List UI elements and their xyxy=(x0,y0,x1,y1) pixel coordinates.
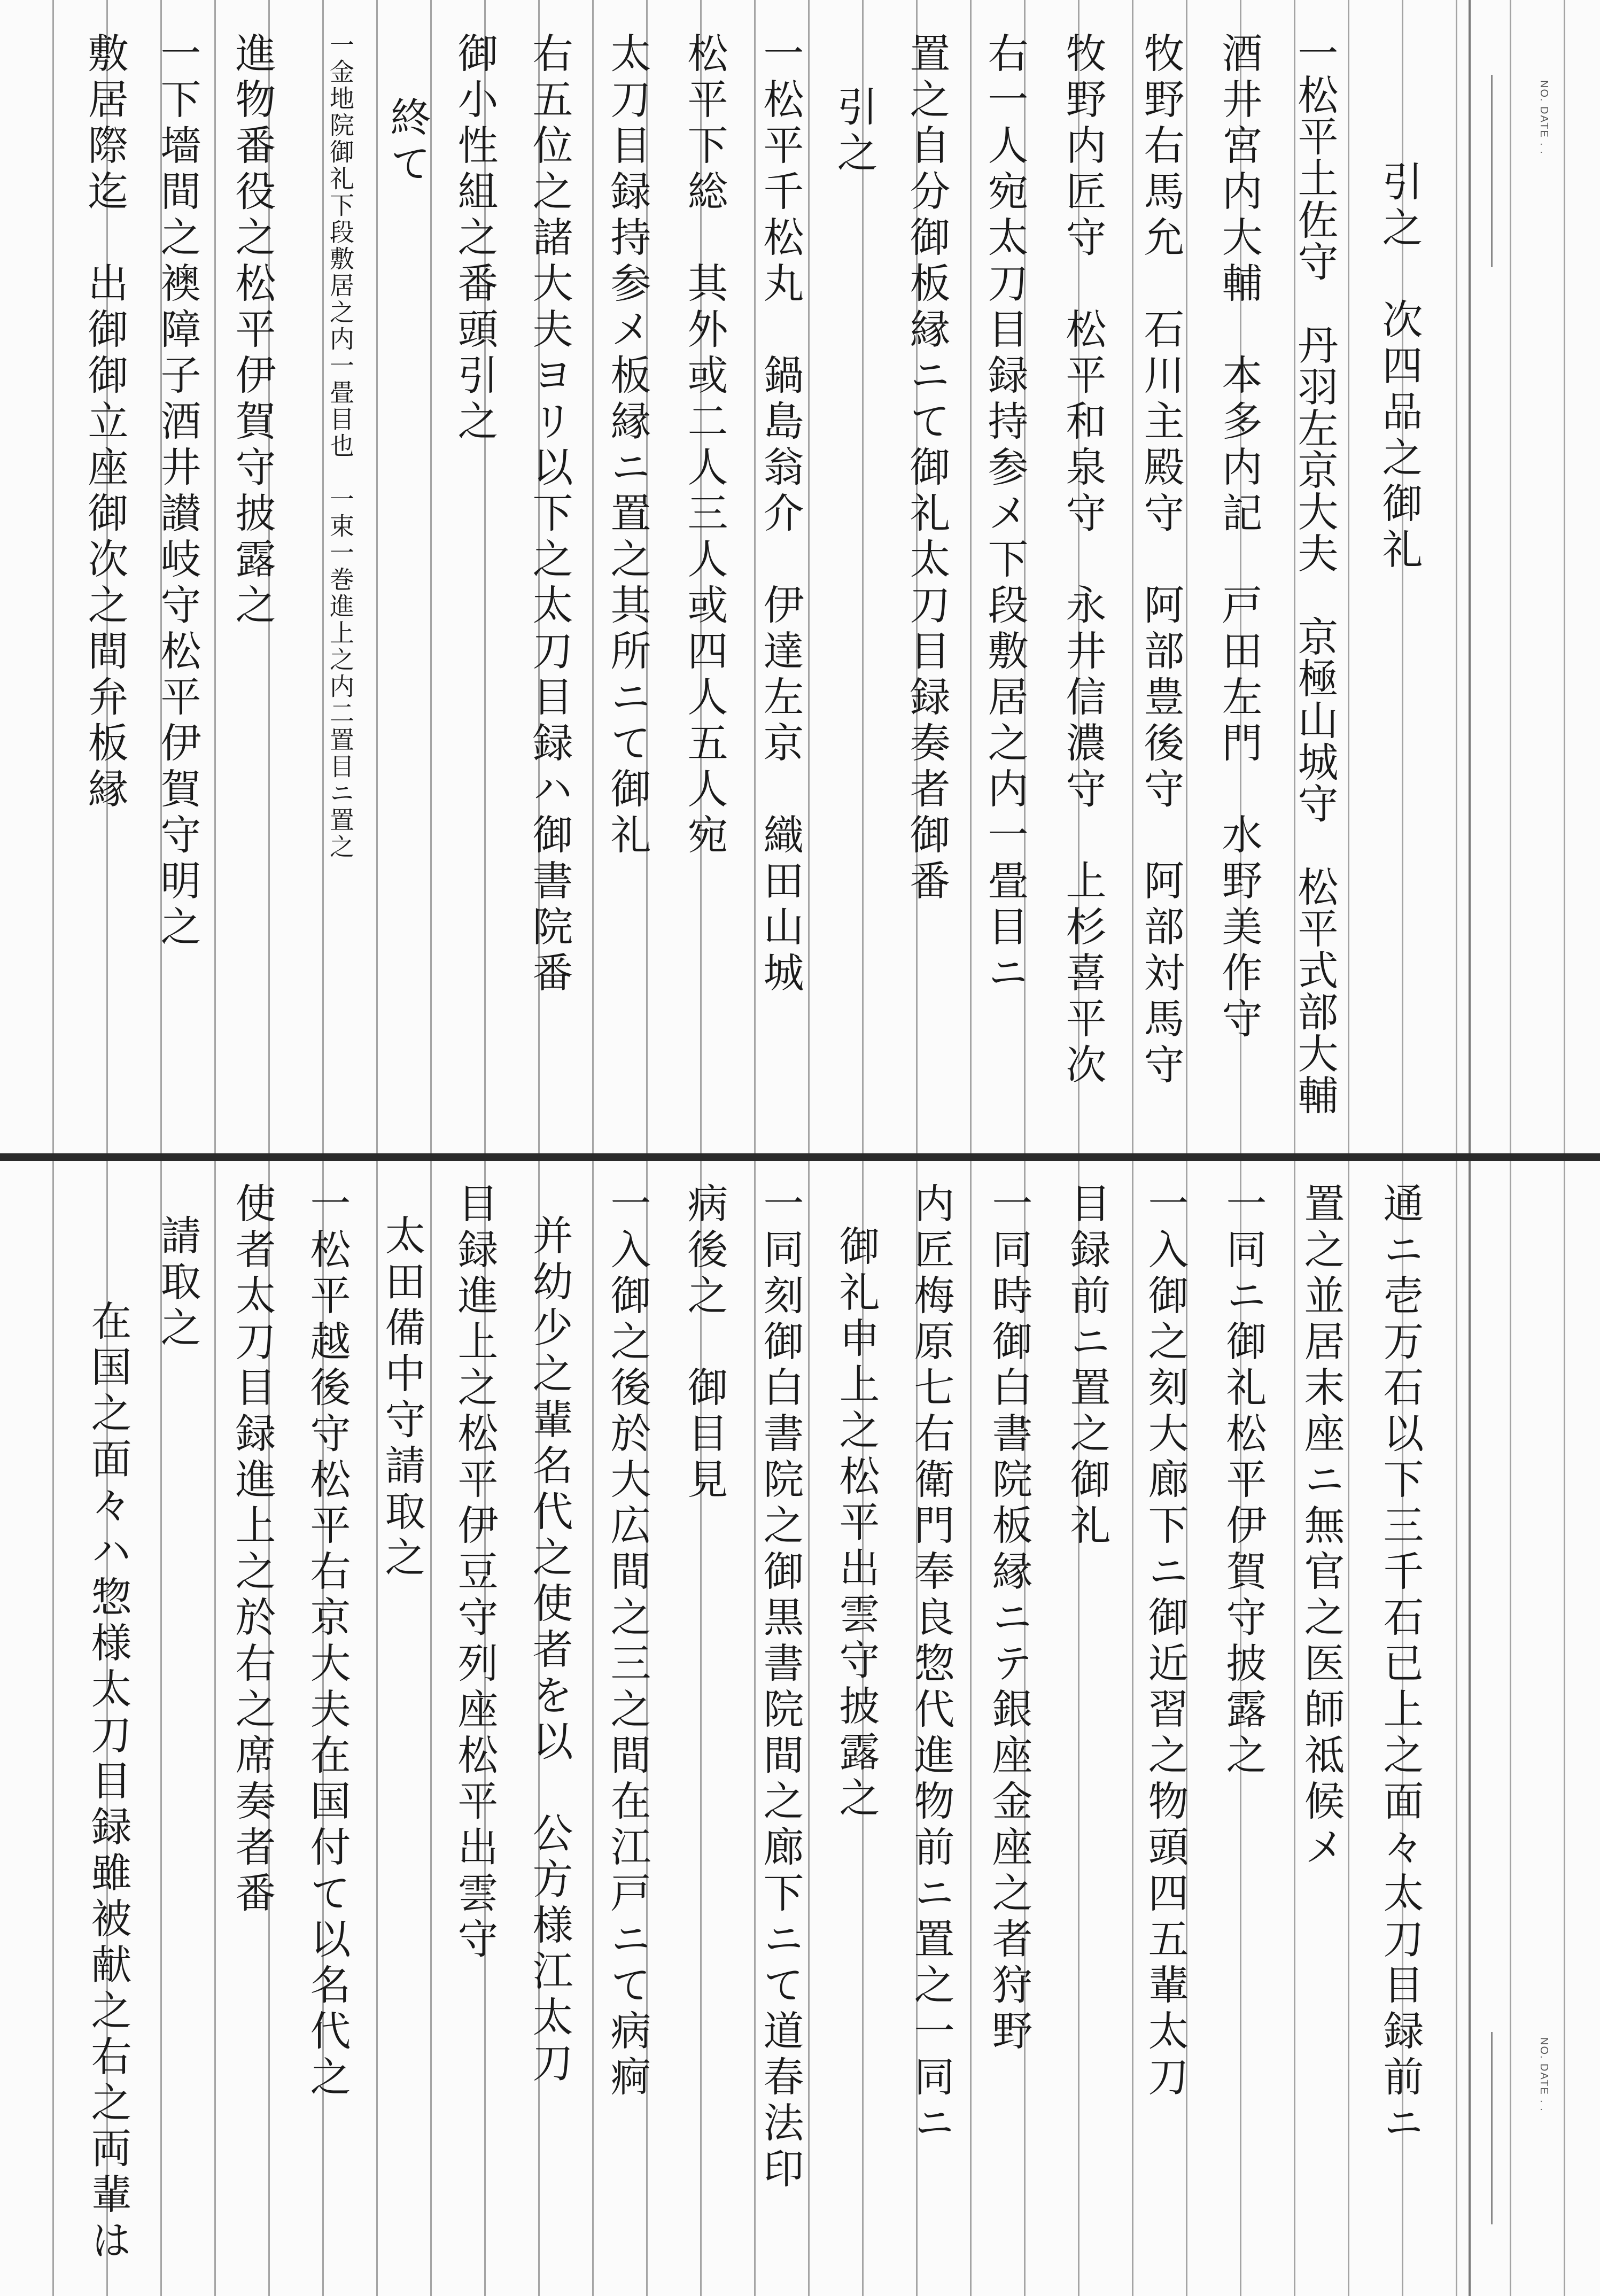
text-column: 牧野右馬允 石川主殿守 阿部豊後守 阿部対馬守 xyxy=(1137,32,1185,1089)
text-column: 一同時御白書院板縁ニテ銀座金座之者狩野 xyxy=(985,1182,1033,2055)
text-column: 御小性組之番頭引之 xyxy=(451,32,499,446)
text-column: 病後之 御目見 xyxy=(681,1182,728,1504)
text-column: 進物番役之松平伊賀守披露之 xyxy=(229,32,276,630)
no-label: NO. xyxy=(1538,80,1550,103)
text-column: 内匠梅原七右衛門奉良惣代進物前ニ置之一同ニ xyxy=(907,1182,955,2147)
text-column: 引之 xyxy=(830,86,878,177)
text-column: 一入御之後於大広間之三之間在江戸ニて病痾 xyxy=(604,1182,651,2101)
text-column: 目録前ニ置之御礼 xyxy=(1063,1182,1111,1550)
text-column: 一松平土佐守 丹羽左京大夫 京極山城守 松平式部大輔 xyxy=(1291,32,1339,1116)
text-column: 太田備中守請取之 xyxy=(378,1214,426,1582)
text-column: 請取之 xyxy=(154,1214,201,1352)
notebook-page-bottom xyxy=(0,1161,1600,2296)
page-header-tab xyxy=(1491,2037,1550,2230)
text-column: 御礼申上之松平出雲守披露之 xyxy=(833,1225,880,1822)
text-column: 太刀目録持参メ板縁ニ置之其所ニて御礼 xyxy=(604,32,651,859)
date-label: DATE xyxy=(1538,2064,1550,2096)
text-column: 一松平千松丸 鍋島翁介 伊達左京 織田山城 xyxy=(757,32,804,997)
tab-rule xyxy=(1491,2032,1493,2224)
text-column: 一同刻御白書院之御黒書院間之廊下ニて道春法印 xyxy=(757,1182,804,2193)
text-column: 置之自分御板縁ニて御礼太刀目録奏者御番 xyxy=(903,32,951,905)
text-column: 敷居際迄 出御御立座御次之間弁板縁 xyxy=(81,32,129,813)
text-column: 并幼少之輩名代之使者を以 公方様江太刀 xyxy=(526,1214,573,2088)
no-label: NO. xyxy=(1538,2037,1550,2060)
text-column: 置之並居末座ニ無官之医師祗候メ xyxy=(1298,1182,1345,1872)
text-column: 松平下総 其外或二人三人或四人五人宛 xyxy=(681,32,728,859)
page-margin-rule xyxy=(1469,0,1471,1154)
text-column: 在国之面々ハ惣様太刀目録雖被献之右之両輩は xyxy=(84,1300,132,2265)
text-column: 通ニ壱万石以下三千石已上之面々太刀目録前ニ xyxy=(1377,1182,1424,2147)
text-column: 使者太刀目録進上之於右之席奏者番 xyxy=(229,1182,276,1918)
text-column: 一金地院御礼下段敷居之内一畳目也 一束一巻進上之内二置目ニ置之 xyxy=(326,32,355,860)
text-column: 目録進上之松平伊豆守列座松平出雲守 xyxy=(451,1182,499,1964)
text-column: 右一人宛太刀目録持参メ下段敷居之内一畳目ニ xyxy=(981,32,1029,997)
text-column: 右五位之諸大夫ヨリ以下之太刀目録ハ御書院番 xyxy=(526,32,573,997)
page-margin-rule xyxy=(1469,1161,1471,2296)
date-label: DATE xyxy=(1538,106,1550,138)
page-header-tab xyxy=(1491,80,1550,273)
text-column: 牧野内匠守 松平和泉守 永井信濃守 上杉喜平次 xyxy=(1059,32,1107,1089)
text-column: 一下墻間之襖障子酒井讃岐守松平伊賀守明之 xyxy=(154,32,201,951)
date-dots: . . xyxy=(1538,2099,1550,2112)
text-column: 引之 次四品之御礼 xyxy=(1376,160,1423,574)
text-column: 終て xyxy=(384,96,431,188)
text-column: 一松平越後守松平右京大夫在国付て以名代之 xyxy=(304,1182,351,2101)
tab-rule xyxy=(1491,75,1493,267)
date-dots: . . xyxy=(1538,142,1550,155)
text-column: 一入御之刻大廊下ニ御近習之物頭四五輩太刀 xyxy=(1141,1182,1189,2101)
text-column: 一同ニ御礼松平伊賀守披露之 xyxy=(1220,1182,1267,1780)
text-column: 酒井宮内大輔 本多内記 戸田左門 水野美作守 xyxy=(1215,32,1263,1043)
